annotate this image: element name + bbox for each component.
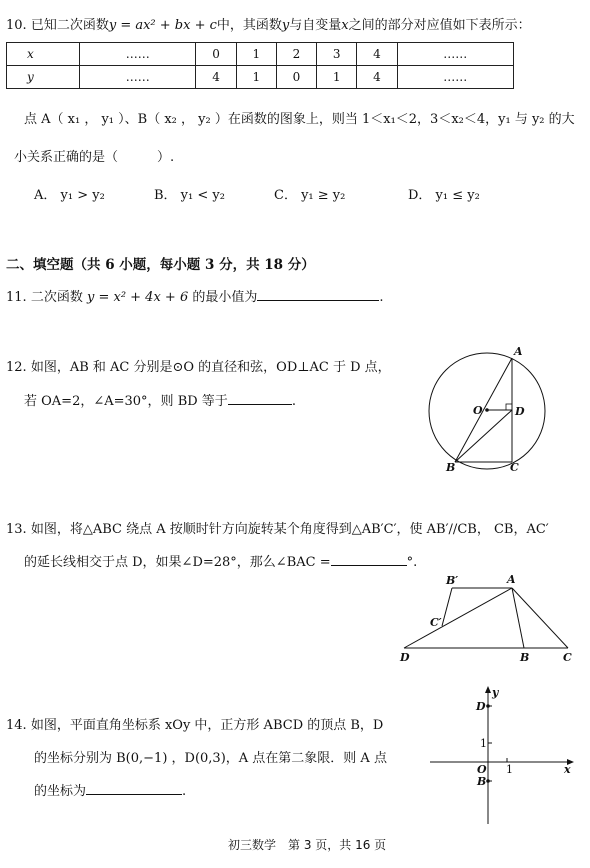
q10-var-y: y [281,18,290,33]
label-one-y: 1 [480,737,487,750]
table-cell: 2 [276,43,316,66]
q14-coordinate-figure [424,684,580,826]
q12-line1 [6,356,391,375]
q10-stem-c: 与自变量 [289,18,342,33]
q10-stem-b: 中，其函数 [216,18,282,33]
table-cell: 1 [236,66,276,89]
label-y: y [492,686,499,699]
q13-triangle-figure [392,570,582,665]
q11-end: . [379,290,384,305]
q13-line2 [24,551,417,570]
center-point [485,408,489,412]
q12-number: 12. [6,360,27,375]
q10-option-d[interactable]: D． y₁ ≤ y₂ [408,188,480,203]
table-cell: 3 [317,43,357,66]
q10-var-x: x [341,18,349,33]
line-da [404,588,512,648]
q10-stem-d: 之间的部分对应值如下表所示： [348,18,531,33]
table-row-y [7,66,514,89]
q10-line2: 点 A（ x₁ ， y₁ ）、B（ x₂ ， y₂ ）在函数的图象上，则当 1＜x₁＜2，3＜x₂＜4，y₁ 与 y₂ 的大 [24,112,575,127]
q10-line3: 小关系正确的是（ ）. [14,150,175,165]
point-b [486,779,490,783]
label-c-prime: C′ [430,616,442,629]
q13-number: 13. [6,522,27,537]
q10-option-b[interactable]: B． y₁ < y₂ [154,188,225,203]
q14-line2: 的坐标分别为 B(0,−1) ，D(0,3)，A 点在第二象限．则 A 点 [34,751,387,766]
q11-text-b: 的最小值为 [192,290,258,305]
q14-text-1: 如图，平面直角坐标系 xOy 中，正方形 ABCD 的顶点 B，D [30,718,384,733]
q10-number: 10. [6,18,27,33]
label-b: B [520,651,530,664]
table-cell: y [7,66,80,89]
table-cell: …… [397,43,513,66]
q10-formula: y = ax² + bx + c [108,18,217,33]
label-o: O [473,404,483,417]
table-cell: …… [80,43,196,66]
q13-answer-blank[interactable] [331,551,407,566]
label-one-x: 1 [506,763,513,776]
table-cell: …… [397,66,513,89]
q10-option-a[interactable]: A． y₁ > y₂ [34,188,105,203]
q12-text-1: 如图，AB 和 AC 分别是⊙O 的直径和弦，OD⊥AC 于 D 点， [30,360,391,375]
side-b-prime-c-prime [442,588,452,626]
segment-bd [455,410,512,462]
q14-number: 14. [6,718,27,733]
table-cell: x [7,43,80,66]
side-ac [512,588,568,648]
q14-end: . [182,784,187,799]
label-a: A [514,345,523,358]
q13-line1 [6,518,549,537]
q12-answer-blank[interactable] [228,390,292,405]
side-ab [512,588,524,648]
q10-option-c[interactable]: C． y₁ ≥ y₂ [274,188,346,203]
q14-line3 [34,780,186,799]
page-footer: 初三数学 第 3 页，共 16 页 [228,838,387,852]
table-cell: 0 [196,43,236,66]
label-o: O [477,763,487,776]
table-cell: 0 [276,66,316,89]
q11 [6,286,384,305]
label-c: C [510,461,519,474]
q13-end: °. [406,555,418,570]
point-d [486,704,490,708]
table-cell: 4 [196,66,236,89]
q10-stem [6,14,531,33]
q14-text-3: 的坐标为 [34,784,87,799]
q14-answer-blank[interactable] [86,780,182,795]
table-row-x [7,43,514,66]
section-heading: 二、填空题（共 6 小题，每小题 3 分，共 18 分） [6,257,315,273]
label-x: x [564,763,571,776]
q12-text-2: 若 OA=2，∠A=30°，则 BD 等于 [24,394,228,409]
q12-line2 [24,390,296,409]
label-d: D [400,651,410,664]
table-cell: …… [80,66,196,89]
table-cell: 1 [236,43,276,66]
label-b: B [477,775,487,788]
q14-line1 [6,714,383,733]
q10-stem-a: 已知二次函数 [30,18,109,33]
table-cell: 1 [317,66,357,89]
q13-text-1: 如图，将△ABC 绕点 A 按顺时针方向旋转某个角度得到△AB′C′，使 AB′//CB， CB，AC′ [30,522,549,537]
label-c: C [563,651,572,664]
label-b: B [446,461,456,474]
label-d: D [476,700,486,713]
label-d: D [515,405,525,418]
right-angle-mark [506,404,512,410]
q12-end: . [291,394,296,409]
y-axis-arrow-icon [485,686,491,693]
q12-circle-figure [416,340,586,475]
q11-answer-blank[interactable] [257,286,379,301]
q13-text-2: 的延长线相交于点 D，如果∠D=28°，那么∠BAC = [24,555,331,570]
label-a: A [507,573,516,586]
table-cell: 4 [357,66,397,89]
q11-number: 11. [6,290,27,305]
label-b-prime: B′ [446,574,459,587]
q11-formula: y = x² + 4x + 6 [86,290,189,305]
q11-text-a: 二次函数 [30,290,83,305]
q10-value-table [6,42,514,89]
table-cell: 4 [357,43,397,66]
